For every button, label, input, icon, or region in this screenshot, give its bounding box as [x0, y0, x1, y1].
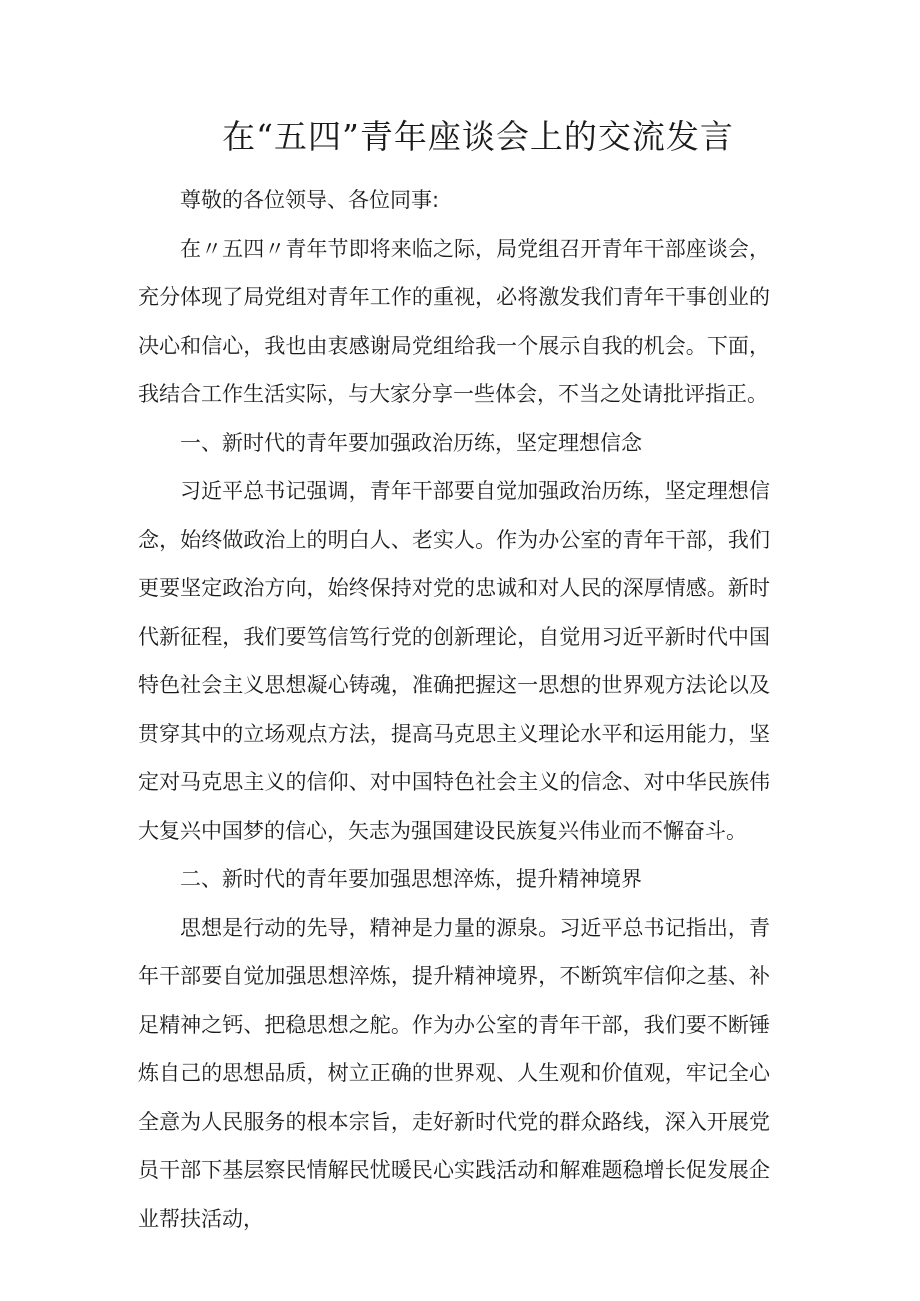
paragraph-section-2: 思想是行动的先导，精神是力量的源泉。习近平总书记指出，青年干部要自觉加强思想淬炼，提升精神境界，不断筑牢信仰之基、补足精神之钙、把稳思想之舵。作为办公室的青年干部，我们要不断锤炼自己的思想品质，树立正确的世界观、人生观和价值观，牢记全心全意为人民服务的根本宗旨，走好新时代党的群众路线，深入开展党员干部下基层察民情解民忧暖民心实践活动和解难题稳增长促发展企业帮扶活动，	[138, 915, 770, 1231]
section-heading-1: 一、新时代的青年要加强政治历练，坚定理想信念	[180, 430, 642, 455]
document-body	[138, 176, 770, 1243]
salutation: 尊敬的各位领导、各位同事:	[180, 188, 440, 212]
paragraph-section-1: 习近平总书记强调，青年干部要自觉加强政治历练，坚定理想信念，始终做政治上的明白人、老实人。作为办公室的青年干部，我们更要坚定政治方向，始终保持对党的忠诚和对人民的深厚情感。新时代新征程，我们要笃信笃行党的创新理论，自觉用习近平新时代中国特色社会主义思想凝心铸魂，准确把握这一思想的世界观方法论以及贯穿其中的立场观点方法，提高马克思主义理论水平和运用能力，坚定对马克思主义的信仰、对中国特色社会主义的信念、对中华民族伟大复兴中国梦的信心，矢志为强国建设民族复兴伟业而不懈奋斗。	[138, 479, 770, 843]
paragraph-intro: 在〃五四〃青年节即将来临之际，局党组召开青年干部座谈会，充分体现了局党组对青年工作的重视，必将激发我们青年干事创业的决心和信心，我也由衷感谢局党组给我一个展示自我的机会。下面，我结合工作生活实际，与大家分享一些体会，不当之处请批评指正。	[138, 236, 770, 406]
document-title: 在“五四”青年座谈会上的交流发言	[222, 117, 734, 156]
section-heading-2: 二、新时代的青年要加强思想淬炼，提升精神境界	[180, 867, 642, 891]
